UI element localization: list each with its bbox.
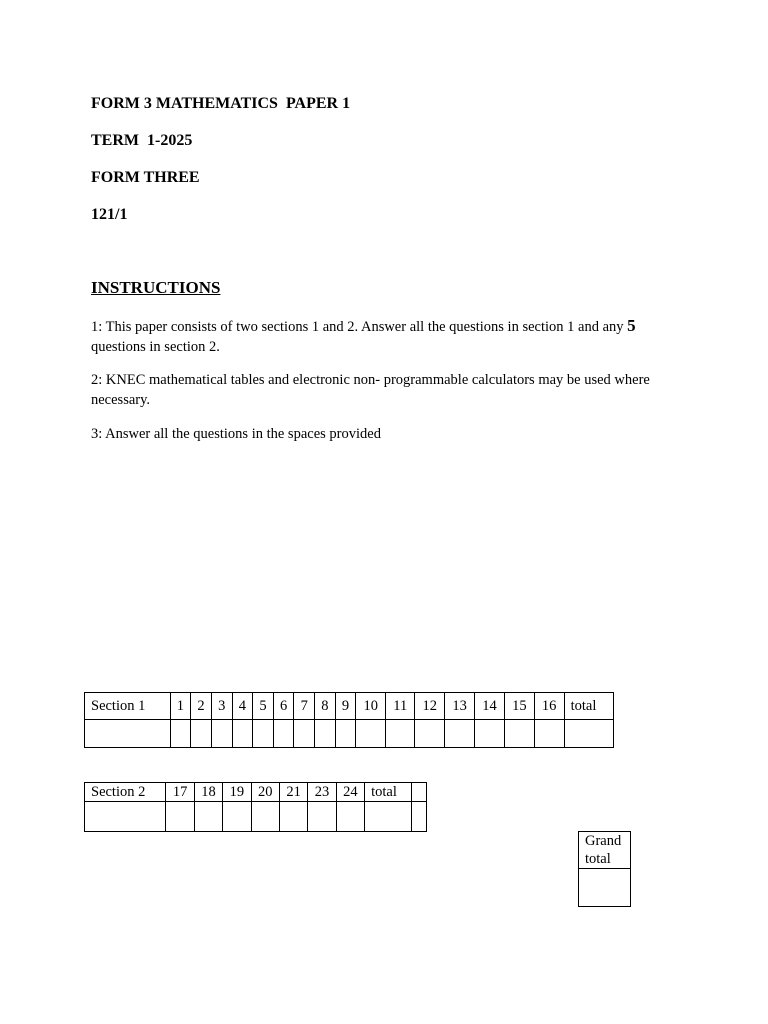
section-2-score-label-blank (85, 802, 166, 832)
section-1-score-cell (232, 720, 253, 748)
grand-total-header-row (579, 832, 631, 869)
grand-total-table (578, 831, 631, 907)
section-1-question-cell: 14 (475, 693, 505, 720)
form-line: FORM THREE (91, 169, 200, 186)
section-1-score-cell (253, 720, 274, 748)
section-2-total-cell (365, 802, 412, 832)
section-1-question-cell: 9 (335, 693, 356, 720)
section-1-score-cell (504, 720, 534, 748)
section-1-score-cell (170, 720, 191, 748)
section-1-question-cell: 7 (294, 693, 315, 720)
paper-title: FORM 3 MATHEMATICS PAPER 1 (91, 95, 351, 112)
section-1-question-cell: 15 (504, 693, 534, 720)
section-2-question-cell: 19 (223, 783, 251, 802)
section-2-score-cell (336, 802, 364, 832)
section-1-total-cell (564, 720, 613, 748)
grand-total-label: Grand total (579, 832, 631, 869)
section-1-question-cell: 3 (211, 693, 232, 720)
section-2-total-label: total (365, 783, 412, 802)
section-1-score-cell (294, 720, 315, 748)
section-1-score-cell (335, 720, 356, 748)
section-1-question-cell: 8 (315, 693, 336, 720)
section-2-score-cell (308, 802, 336, 832)
section-1-score-cell (534, 720, 564, 748)
term-line: TERM 1-2025 (91, 132, 193, 149)
section-1-question-cell: 13 (445, 693, 475, 720)
section-1-score-cell (211, 720, 232, 748)
section-2-score-cell (194, 802, 222, 832)
section-1-question-cell: 10 (356, 693, 386, 720)
section-1-label: Section 1 (85, 693, 171, 720)
section-2-score-cell (279, 802, 307, 832)
section-1-score-cell (445, 720, 475, 748)
instructions-heading: INSTRUCTIONS (91, 278, 221, 297)
instruction-1-number: 5 (627, 316, 636, 335)
section-1-question-cell: 12 (415, 693, 445, 720)
section-2-score-cell (223, 802, 251, 832)
section-2-question-cell: 21 (279, 783, 307, 802)
section-1-score-cell (273, 720, 294, 748)
section-1-score-cell (191, 720, 212, 748)
section-2-question-cell: 23 (308, 783, 336, 802)
section-2-score-cell (166, 802, 194, 832)
instruction-2: 2: KNEC mathematical tables and electronic non- programmable calculators may be used where necessary. (91, 372, 650, 408)
section-1-total-label: total (564, 693, 613, 720)
section-1-score-row (85, 720, 614, 748)
section-2-score-row (85, 802, 427, 832)
section-2-header-row (85, 783, 427, 802)
section-1-score-cell (315, 720, 336, 748)
section-1-score-cell (386, 720, 415, 748)
section-1-question-cell: 2 (191, 693, 212, 720)
section-1-question-cell: 1 (170, 693, 191, 720)
section-2-extra-cell (412, 783, 427, 802)
section-2-score-cell (251, 802, 279, 832)
instruction-3: 3: Answer all the questions in the spaces provided (91, 426, 381, 442)
section-2-question-cell: 20 (251, 783, 279, 802)
section-1-score-cell (475, 720, 505, 748)
section-1-question-cell: 11 (386, 693, 415, 720)
grand-total-score-row (579, 869, 631, 907)
section-2-extra-score-cell (412, 802, 427, 832)
grand-total-cell (579, 869, 631, 907)
section-2-question-cell: 18 (194, 783, 222, 802)
section-1-marks-table (84, 692, 614, 748)
section-1-question-cell: 16 (534, 693, 564, 720)
instruction-1-text-start: 1: This paper consists of two sections 1 and 2. Answer all the questions in section 1 and any (91, 319, 628, 335)
paper-code: 121/1 (91, 206, 128, 223)
section-1-score-cell (415, 720, 445, 748)
section-2-question-cell: 24 (336, 783, 364, 802)
section-1-question-cell: 4 (232, 693, 253, 720)
section-1-header-row (85, 693, 614, 720)
section-1-score-label-blank (85, 720, 171, 748)
section-1-question-cell: 5 (253, 693, 274, 720)
section-2-label: Section 2 (85, 783, 166, 802)
section-1-score-cell (356, 720, 386, 748)
section-2-question-cell: 17 (166, 783, 194, 802)
instruction-1 (91, 316, 691, 357)
section-2-marks-table (84, 782, 427, 832)
section-1-question-cell: 6 (273, 693, 294, 720)
instruction-1-text-end: questions in section 2. (91, 339, 220, 355)
